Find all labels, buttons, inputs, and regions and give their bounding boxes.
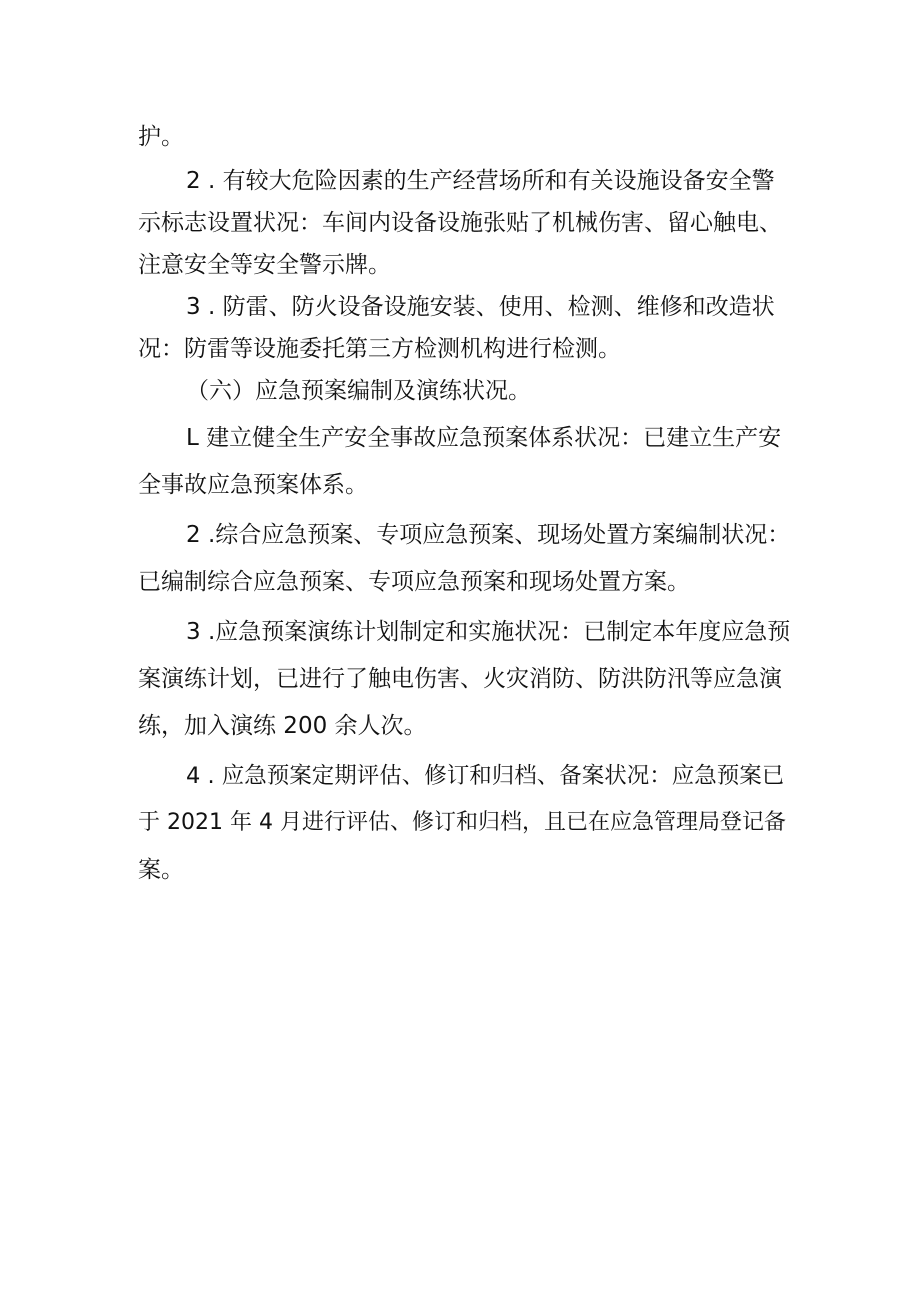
text-line-17: 案。: [138, 857, 184, 883]
text-line-10: 2 .综合应急预案、专项应急预案、现场处置方案编制状况：: [186, 522, 791, 548]
text-line-12: 3 .应急预案演练计划制定和实施状况：已制定本年度应急预: [186, 619, 791, 645]
text-line-11: 已编制综合应急预案、专项应急预案和现场处置方案。: [138, 569, 690, 595]
text-line-15: 4 . 应急预案定期评估、修订和归档、备案状况：应急预案已: [186, 763, 785, 789]
text-line-1: 护。: [138, 124, 184, 150]
text-line-4: 注意安全等安全警示牌。: [138, 252, 391, 278]
text-line-5: 3 . 防雷、防火设备设施安装、使用、检测、维修和改造状: [186, 294, 775, 320]
section-heading: （六）应急预案编制及演练状况。: [186, 378, 531, 404]
text-line-3: 示标志设置状况：车间内设备设施张贴了机械伤害、留心触电、: [138, 210, 782, 236]
text-line-2: 2 . 有较大危险因素的生产经营场所和有关设施设备安全警: [186, 168, 775, 194]
text-line-13: 案演练计划，已进行了触电伤害、火灾消防、防洪防汛等应急演: [138, 666, 782, 692]
text-line-9: 全事故应急预案体系。: [138, 472, 368, 498]
text-line-14: 练，加入演练 200 余人次。: [138, 713, 427, 739]
text-line-6: 况：防雷等设施委托第三方检测机构进行检测。: [138, 336, 621, 362]
text-line-16: 于 2021 年 4 月进行评估、修订和归档，且已在应急管理局登记备: [138, 810, 786, 835]
text-line-8: L 建立健全生产安全事故应急预案体系状况：已建立生产安: [186, 425, 782, 451]
